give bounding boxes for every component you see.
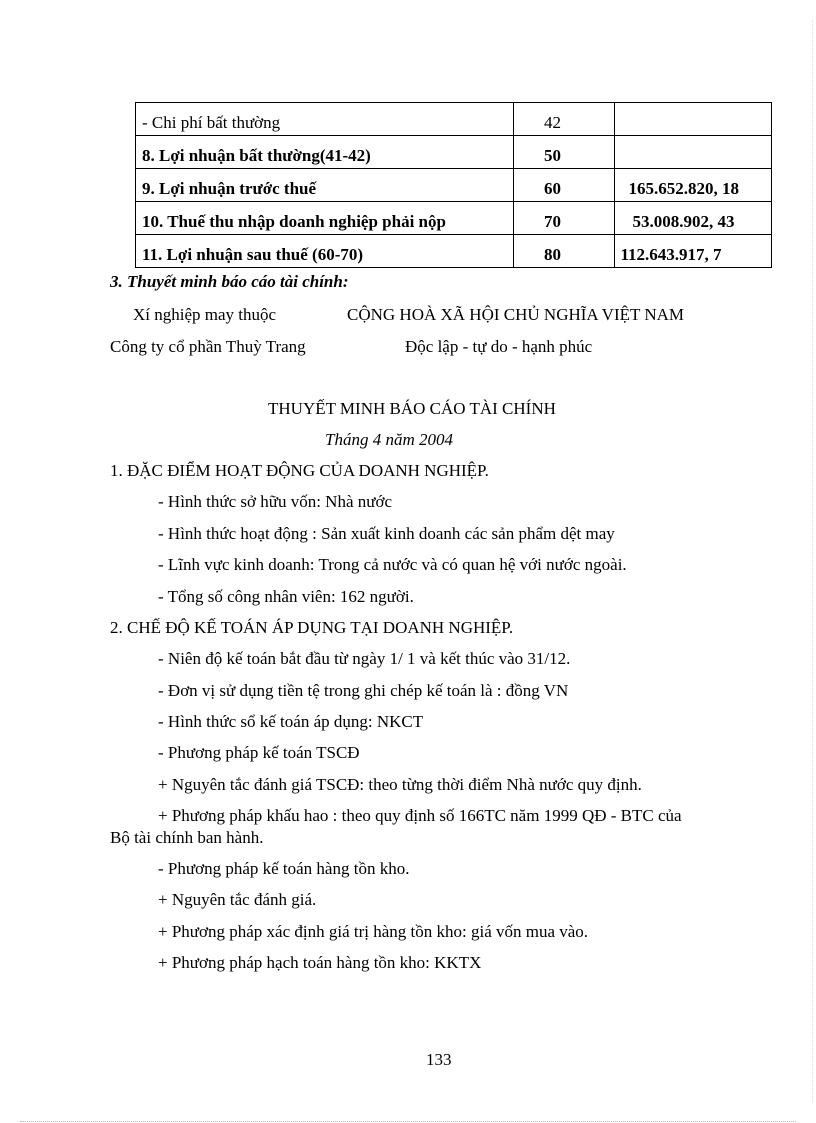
table-row	[136, 169, 772, 202]
list-item: - Phương pháp kế toán TSCĐ	[158, 743, 360, 762]
row-label: 8. Lợi nhuận bất thường(41-42)	[136, 136, 514, 169]
row-code: 50	[513, 136, 614, 169]
list-item: - Đơn vị sử dụng tiền tệ trong ghi chép kế toán là : đồng VN	[158, 681, 569, 700]
list-item: + Nguyên tắc đánh giá TSCĐ: theo từng thời điểm Nhà nước quy định.	[158, 775, 642, 794]
table-row	[136, 235, 772, 268]
list-item: - Hình thức sổ kế toán áp dụng: NKCT	[158, 712, 424, 731]
row-code: 42	[513, 103, 614, 136]
row-label: 11. Lợi nhuận sau thuế (60-70)	[136, 235, 514, 268]
section3-heading: 3. Thuyết minh báo cáo tài chính:	[110, 272, 349, 291]
row-value	[614, 136, 772, 169]
list-item: + Phương pháp xác định giá trị hàng tồn kho: giá vốn mua vào.	[158, 922, 589, 941]
page-bottom-divider	[20, 1121, 796, 1122]
row-value	[614, 103, 772, 136]
financial-table	[135, 102, 772, 268]
row-label: 9. Lợi nhuận trước thuế	[136, 169, 514, 202]
header-motto: Độc lập - tự do - hạnh phúc	[405, 337, 593, 356]
list-item-continuation: Bộ tài chính ban hành.	[110, 828, 264, 847]
table-row	[136, 136, 772, 169]
list-item: - Niên độ kế toán bắt đầu từ ngày 1/ 1 và kết thúc vào 31/12.	[158, 649, 571, 668]
row-value: 165.652.820, 18	[614, 169, 772, 202]
row-value: 112.643.917, 7	[614, 235, 772, 268]
list-item: + Phương pháp khấu hao : theo quy định số 166TC năm 1999 QĐ - BTC của	[158, 806, 682, 825]
list-item: + Phương pháp hạch toán hàng tồn kho: KKTX	[158, 953, 482, 972]
page-number: 133	[426, 1050, 452, 1069]
row-label: 10. Thuế thu nhập doanh nghiệp phải nộp	[136, 202, 514, 235]
header-org-line1: Xí nghiệp may thuộc	[133, 305, 277, 324]
row-code: 80	[513, 235, 614, 268]
list-item: - Lĩnh vực kinh doanh: Trong cả nước và có quan hệ với nước ngoài.	[158, 555, 627, 574]
list-item: - Hình thức sở hữu vốn: Nhà nước	[158, 492, 393, 511]
row-code: 60	[513, 169, 614, 202]
list-item: - Phương pháp kế toán hàng tồn kho.	[158, 859, 410, 878]
row-label: - Chi phí bất thường	[136, 103, 514, 136]
header-org-line2: Công ty cổ phần Thuỳ Trang	[110, 337, 306, 356]
table-row	[136, 103, 772, 136]
section2-title: 2. CHẾ ĐỘ KẾ TOÁN ÁP DỤNG TẠI DOANH NGHIỆP.	[110, 618, 514, 637]
list-item: - Hình thức hoạt động : Sản xuất kinh doanh các sản phẩm dệt may	[158, 524, 615, 543]
page-edge-divider	[812, 20, 813, 1103]
row-value: 53.008.902, 43	[614, 202, 772, 235]
header-national-title: CỘNG HOÀ XÃ HỘI CHỦ NGHĨA VIỆT NAM	[347, 305, 685, 324]
table-row	[136, 202, 772, 235]
section1-title: 1. ĐẶC ĐIỂM HOẠT ĐỘNG CỦA DOANH NGHIỆP.	[110, 461, 489, 480]
document-date: Tháng 4 năm 2004	[325, 430, 453, 449]
list-item: + Nguyên tắc đánh giá.	[158, 890, 317, 909]
row-code: 70	[513, 202, 614, 235]
document-title: THUYẾT MINH BÁO CÁO TÀI CHÍNH	[268, 399, 556, 418]
list-item: - Tổng số công nhân viên: 162 người.	[158, 587, 414, 606]
